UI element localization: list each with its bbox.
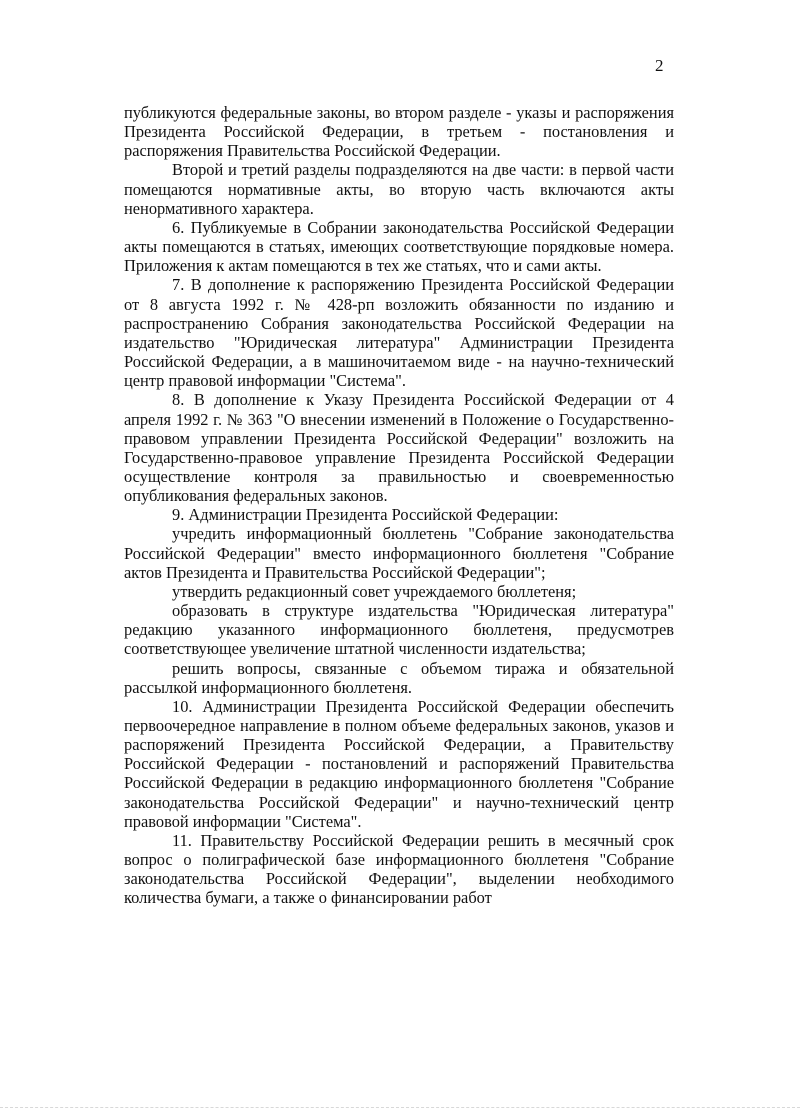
paragraph-item-6: 6. Публикуемые в Собрании законодательства Российской Федерации акты помещаются в статьях, имеющих соответствующие порядковые номера. Приложения к актам помещаются в тех же статьях, что и сами акты.: [124, 217, 674, 276]
paragraph-sections: Второй и третий разделы подразделяются на две части: в первой части помещаются нормативные акты, во вторую часть включаются акты ненормативного характера.: [124, 160, 674, 218]
paragraph-item-10: 10. Администрации Президента Российской Федерации обеспечить первоочередное направление в полном объеме федеральных законов, указов и распоряжений Президента Российской Федерации, а Правительству Российской Федерации - постановлений и распоряжений Правительства Российской Федерации в редакцию информационного бюллетеня "Собрание законодательства Российской Федерации" и научно-технический центр правовой информации "Система".: [124, 696, 674, 831]
paragraph-item-8: 8. В дополнение к Указу Президента Российской Федерации от 4 апреля 1992 г. № 363 "О внесении изменений в Положение о Государственно-правовом управлении Президента Российской Федерации" возложить на Государственно-правовое управление Президента Российской Федерации осуществление контроля за правильностью и своевременностью опубликования федеральных законов.: [124, 390, 674, 506]
scan-bottom-edge: [0, 1107, 800, 1112]
page-number: 2: [655, 56, 664, 75]
paragraph-item-11: 11. Правительству Российской Федерации решить в месячный срок вопрос о полиграфической базе информационного бюллетеня "Собрание законодательства Российской Федерации", выделении необходимого количества бумаги, а также о финансировании работ: [124, 830, 674, 908]
paragraph-item-9-circulation: решить вопросы, связанные с объемом тиража и обязательной рассылкой информационного бюллетеня.: [124, 658, 674, 697]
paragraph-item-9-establish-bulletin: учредить информационный бюллетень "Собрание законодательства Российской Федерации" вместо информационного бюллетеня "Собрание актов Президента и Правительства Российской Федерации";: [124, 524, 674, 582]
paragraph-item-9-editorial-office: образовать в структуре издательства "Юридическая литература" редакцию указанного информационного бюллетеня, предусмотрев соответствующее увеличение штатной численности издательства;: [124, 601, 674, 659]
paragraph-item-9-editorial-council: утвердить редакционный совет учреждаемого бюллетеня;: [172, 581, 577, 601]
paragraph-continuation: публикуются федеральные законы, во втором разделе - указы и распоряжения Президента Российской Федерации, в третьем - постановления и распоряжения Правительства Российской Федерации.: [124, 103, 674, 161]
paragraph-item-9: 9. Администрации Президента Российской Федерации:: [172, 505, 559, 525]
document-body: [124, 103, 674, 908]
paragraph-item-7: 7. В дополнение к распоряжению Президента Российской Федерации от 8 августа 1992 г. № 428-рп возложить обязанности по изданию и распространению Собрания законодательства Российской Федерации на издательство "Юридическая литература" Администрации Президента Российской Федерации, а в машиночитаемом виде - на научно-технический центр правовой информации "Система".: [124, 275, 674, 391]
